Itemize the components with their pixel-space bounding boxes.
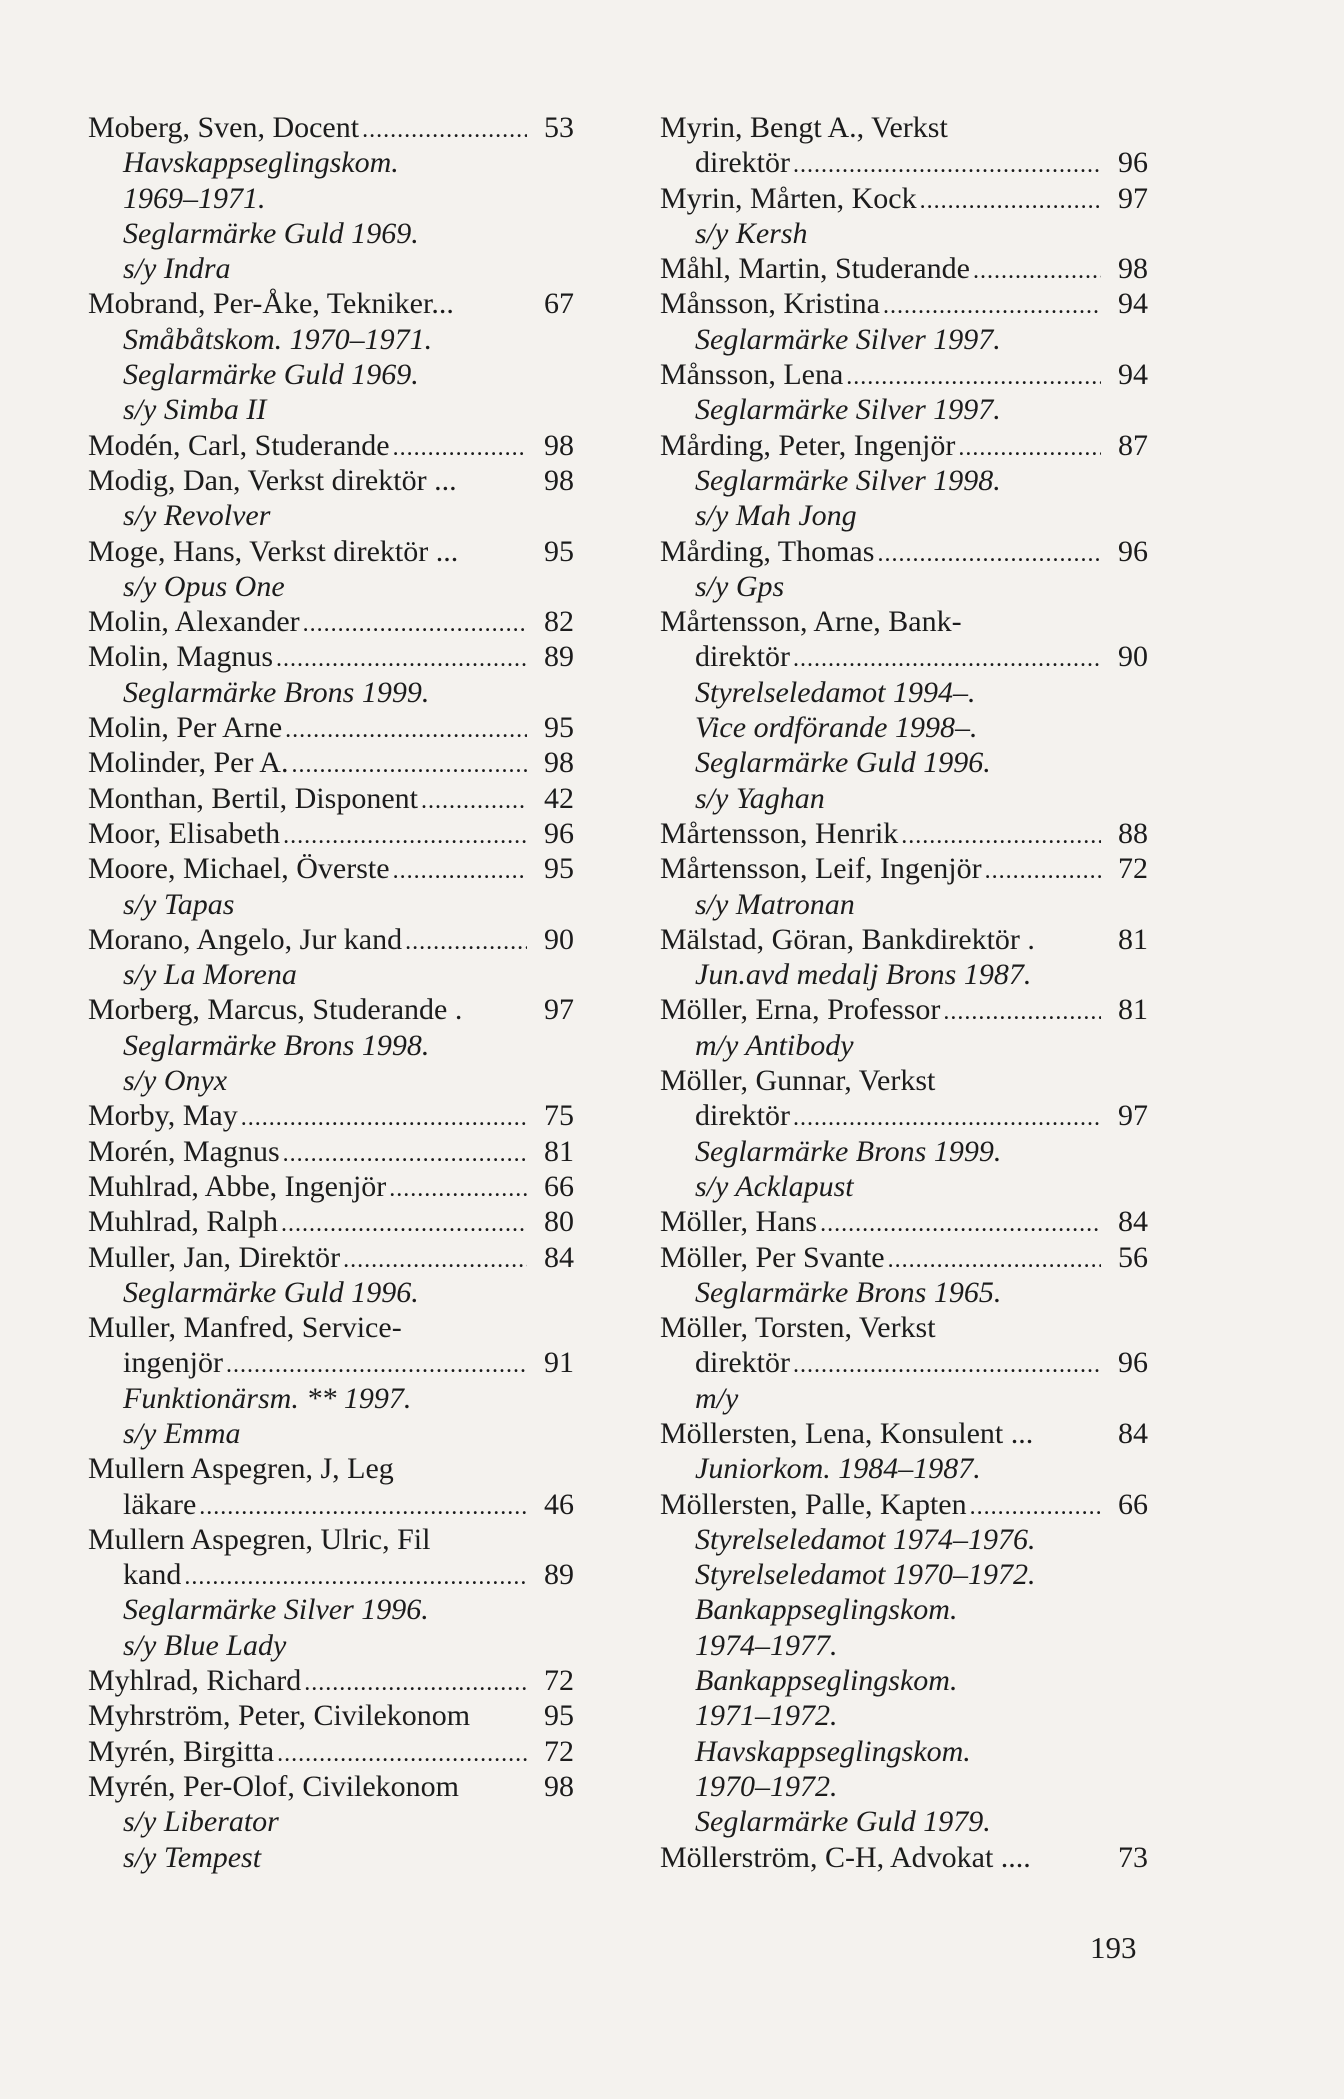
index-entry-line — [88, 851, 574, 886]
dot-leader — [362, 113, 527, 148]
entry-text: Seglarmärke Guld 1996. — [695, 746, 991, 780]
dot-leader — [970, 1490, 1101, 1525]
entry-text: Morberg, Marcus, Studerande . — [88, 993, 463, 1027]
index-entry-line — [660, 145, 1148, 180]
entry-text: direktör — [695, 640, 790, 674]
entry-text: Havskappseglingskom. — [123, 146, 399, 180]
dot-leader — [285, 713, 527, 748]
page-reference: 67 — [544, 287, 574, 321]
index-entry-line — [660, 1840, 1148, 1875]
index-detail-line — [88, 181, 574, 216]
dot-leader — [303, 607, 527, 642]
page-reference: 98 — [544, 463, 574, 497]
index-detail-line — [88, 498, 574, 533]
page-reference: 95 — [544, 852, 574, 886]
index-entry-line — [88, 1698, 574, 1733]
page-reference: 97 — [1118, 181, 1148, 215]
dot-leader — [877, 537, 1101, 572]
entry-text: Seglarmärke Silver 1996. — [123, 1593, 429, 1627]
entry-text: 1969–1971. — [123, 181, 266, 215]
index-entry-line — [88, 286, 574, 321]
index-detail-line — [88, 1804, 574, 1839]
index-entry-line — [88, 1734, 574, 1769]
entry-text: Möller, Gunnar, Verkst — [660, 1064, 936, 1098]
entry-text: s/y Simba II — [123, 393, 267, 427]
entry-text: s/y Blue Lady — [123, 1628, 287, 1662]
index-entry-line — [660, 1204, 1148, 1239]
entry-text: Styrelseledamot 1974–1976. — [695, 1522, 1036, 1556]
index-detail-line — [660, 675, 1148, 710]
index-detail-line — [660, 392, 1148, 427]
index-detail-line — [88, 1063, 574, 1098]
entry-text: Månsson, Kristina — [660, 287, 880, 321]
entry-text: Myrin, Mårten, Kock — [660, 181, 917, 215]
entry-text: Måhl, Martin, Studerande — [660, 252, 970, 286]
page-reference: 66 — [544, 1169, 574, 1203]
index-entry-line — [660, 428, 1148, 463]
index-detail-line — [88, 251, 574, 286]
index-detail-line — [660, 1134, 1148, 1169]
dot-leader — [226, 1348, 527, 1383]
dot-leader — [343, 1243, 527, 1278]
entry-text: s/y Tapas — [123, 887, 235, 921]
index-detail-line — [660, 1028, 1148, 1063]
index-entry-line — [660, 181, 1148, 216]
entry-text: s/y Revolver — [123, 499, 271, 533]
dot-leader — [283, 1137, 527, 1172]
dot-leader — [184, 1560, 527, 1595]
dot-leader — [888, 1243, 1101, 1278]
page-reference: 72 — [544, 1664, 574, 1698]
entry-text: Funktionärsm. ** 1997. — [123, 1381, 412, 1415]
index-entry-line — [88, 1310, 574, 1345]
dot-leader — [281, 1207, 527, 1242]
entry-text: Moore, Michael, Överste — [88, 852, 390, 886]
page-reference: 84 — [1118, 1205, 1148, 1239]
index-detail-line — [660, 1451, 1148, 1486]
index-entry-line — [660, 357, 1148, 392]
page-number: 193 — [1090, 1930, 1137, 1965]
index-detail-line — [88, 1416, 574, 1451]
entry-text: s/y La Morena — [123, 958, 297, 992]
index-entry-line — [88, 534, 574, 569]
page-reference: 46 — [544, 1487, 574, 1521]
entry-text: ingenjör — [123, 1346, 223, 1380]
index-entry-line — [88, 110, 574, 145]
entry-text: Molin, Magnus — [88, 640, 274, 674]
index-entry-line — [88, 1134, 574, 1169]
entry-text: Möller, Erna, Professor — [660, 993, 941, 1027]
index-detail-line — [660, 1592, 1148, 1627]
index-detail-line — [660, 1275, 1148, 1310]
index-entry-line — [660, 286, 1148, 321]
index-entry-line — [660, 1098, 1148, 1133]
index-entry-line — [660, 1416, 1148, 1451]
entry-text: Molin, Per Arne — [88, 711, 283, 745]
entry-text: Mobrand, Per-Åke, Tekniker... — [88, 287, 454, 321]
page-reference: 72 — [544, 1734, 574, 1768]
entry-text: Monthan, Bertil, Disponent — [88, 781, 418, 815]
dot-leader — [943, 995, 1101, 1030]
entry-text: Myrin, Bengt A., Verkst — [660, 111, 948, 144]
entry-text: m/y Antibody — [695, 1028, 854, 1062]
page-reference: 97 — [1118, 1099, 1148, 1133]
entry-text: Möller, Per Svante — [660, 1240, 885, 1274]
entry-text: Mälstad, Göran, Bankdirektör . — [660, 922, 1035, 956]
entry-text: s/y Emma — [123, 1416, 241, 1450]
page-reference: 95 — [544, 534, 574, 568]
page-reference: 96 — [1118, 534, 1148, 568]
index-entry-line — [660, 922, 1148, 957]
index-detail-line — [88, 357, 574, 392]
entry-text: m/y — [695, 1381, 739, 1415]
entry-text: Mårding, Peter, Ingenjör — [660, 428, 956, 462]
index-detail-line — [660, 1663, 1148, 1698]
entry-text: Myhrström, Peter, Civilekonom — [88, 1699, 471, 1733]
dot-leader — [283, 819, 527, 854]
page-reference: 98 — [1118, 252, 1148, 286]
dot-leader — [199, 1490, 527, 1525]
entry-text: Mårtensson, Leif, Ingenjör — [660, 852, 982, 886]
dot-leader — [883, 289, 1101, 324]
page-reference: 66 — [1118, 1487, 1148, 1521]
page-reference: 90 — [1118, 640, 1148, 674]
entry-text: s/y Acklapust — [695, 1169, 854, 1203]
entry-text: Möller, Torsten, Verkst — [660, 1311, 936, 1345]
entry-text: Morby, May — [88, 1099, 238, 1133]
index-entry-line — [660, 604, 1148, 639]
entry-text: Seglarmärke Brons 1999. — [695, 1134, 1002, 1168]
dot-leader — [304, 1666, 527, 1701]
index-detail-line — [88, 1275, 574, 1310]
page-reference: 98 — [544, 1769, 574, 1803]
page-reference: 81 — [544, 1134, 574, 1168]
page-reference: 53 — [544, 111, 574, 144]
page-reference: 42 — [544, 781, 574, 815]
entry-text: läkare — [123, 1487, 197, 1521]
page-reference: 95 — [544, 1699, 574, 1733]
dot-leader — [793, 1348, 1101, 1383]
page-reference: 90 — [544, 922, 574, 956]
dot-leader — [421, 784, 527, 819]
entry-text: Seglarmärke Brons 1998. — [123, 1028, 430, 1062]
page-reference: 96 — [544, 816, 574, 850]
dot-leader — [901, 819, 1101, 854]
index-entry-line — [88, 1522, 574, 1557]
dot-leader — [277, 1737, 527, 1772]
page-reference: 72 — [1118, 852, 1148, 886]
entry-text: Havskappseglingskom. — [695, 1734, 971, 1768]
page-reference: 73 — [1118, 1840, 1148, 1874]
entry-text: Seglarmärke Silver 1997. — [695, 393, 1001, 427]
index-detail-line — [88, 1840, 574, 1875]
entry-text: Moberg, Sven, Docent — [88, 111, 360, 144]
entry-text: Modig, Dan, Verkst direktör ... — [88, 463, 457, 497]
entry-text: Myrén, Birgitta — [88, 1734, 275, 1768]
entry-text: s/y Mah Jong — [695, 499, 857, 533]
dot-leader — [793, 642, 1101, 677]
index-detail-line — [660, 1557, 1148, 1592]
index-entry-line — [88, 1663, 574, 1698]
index-detail-line — [660, 569, 1148, 604]
index-detail-line — [660, 1769, 1148, 1804]
index-detail-line — [88, 675, 574, 710]
entry-text: Modén, Carl, Studerande — [88, 428, 390, 462]
index-detail-line — [660, 781, 1148, 816]
index-detail-line — [660, 1804, 1148, 1839]
index-entry-line — [88, 604, 574, 639]
entry-text: Mårding, Thomas — [660, 534, 875, 568]
index-entry-line — [660, 534, 1148, 569]
page-reference: 56 — [1118, 1240, 1148, 1274]
page-reference: 91 — [544, 1346, 574, 1380]
page-reference: 84 — [1118, 1416, 1148, 1450]
page-reference: 80 — [544, 1205, 574, 1239]
entry-text: Mullern Aspegren, Ulric, Fil — [88, 1522, 431, 1556]
page-reference: 95 — [544, 711, 574, 745]
index-entry-line — [660, 1063, 1148, 1098]
entry-text: Morén, Magnus — [88, 1134, 280, 1168]
index-entry-line — [660, 110, 1148, 145]
index-entry-line — [88, 816, 574, 851]
entry-text: Småbåtskom. 1970–1971. — [123, 322, 433, 356]
entry-text: s/y Onyx — [123, 1064, 228, 1098]
index-entry-line — [88, 1345, 574, 1380]
page-reference: 98 — [544, 428, 574, 462]
entry-text: Moor, Elisabeth — [88, 816, 281, 850]
entry-text: Moge, Hans, Verkst direktör ... — [88, 534, 459, 568]
index-detail-line — [660, 745, 1148, 780]
index-detail-line — [88, 1381, 574, 1416]
entry-text: Vice ordförande 1998–. — [695, 711, 978, 745]
index-entry-line — [88, 1487, 574, 1522]
page-reference: 87 — [1118, 428, 1148, 462]
entry-text: Seglarmärke Silver 1998. — [695, 463, 1001, 497]
index-detail-line — [660, 1628, 1148, 1663]
index-detail-line — [88, 392, 574, 427]
entry-text: Seglarmärke Guld 1979. — [695, 1805, 991, 1839]
index-entry-line — [88, 428, 574, 463]
index-entry-line — [660, 1487, 1148, 1522]
entry-text: s/y Yaghan — [695, 781, 825, 815]
entry-text: Styrelseledamot 1994–. — [695, 675, 976, 709]
index-detail-line — [660, 1522, 1148, 1557]
entry-text: Månsson, Lena — [660, 358, 844, 392]
index-detail-line — [660, 710, 1148, 745]
dot-leader — [276, 642, 527, 677]
entry-text: Möllerström, C-H, Advokat .... — [660, 1840, 1031, 1874]
index-entry-line — [660, 816, 1148, 851]
page-reference: 88 — [1118, 816, 1148, 850]
entry-text: s/y Opus One — [123, 569, 285, 603]
page-reference: 81 — [1118, 922, 1148, 956]
entry-text: Muhlrad, Ralph — [88, 1205, 278, 1239]
entry-text: s/y Liberator — [123, 1805, 279, 1839]
entry-text: Myrén, Per-Olof, Civilekonom — [88, 1769, 460, 1803]
dot-leader — [241, 1101, 527, 1136]
index-column-left — [88, 110, 574, 1875]
index-entry-line — [88, 1451, 574, 1486]
index-detail-line — [660, 887, 1148, 922]
index-detail-line — [660, 498, 1148, 533]
page-reference: 81 — [1118, 993, 1148, 1027]
dot-leader — [920, 184, 1101, 219]
index-detail-line — [88, 216, 574, 251]
page-reference: 98 — [544, 746, 574, 780]
index-entry-line — [88, 710, 574, 745]
index-entry-line — [660, 992, 1148, 1027]
index-entry-line — [88, 1204, 574, 1239]
entry-text: s/y Indra — [123, 252, 231, 286]
index-detail-line — [88, 569, 574, 604]
entry-text: Seglarmärke Silver 1997. — [695, 322, 1001, 356]
entry-text: Jun.avd medalj Brons 1987. — [695, 958, 1032, 992]
index-entry-line — [660, 1310, 1148, 1345]
index-detail-line — [88, 957, 574, 992]
entry-text: Mullern Aspegren, J, Leg — [88, 1452, 394, 1486]
entry-text: s/y Matronan — [695, 887, 855, 921]
dot-leader — [846, 360, 1101, 395]
entry-text: direktör — [695, 1346, 790, 1380]
entry-text: Möller, Hans — [660, 1205, 818, 1239]
entry-text: 1974–1977. — [695, 1628, 838, 1662]
index-entry-line — [660, 251, 1148, 286]
index-entry-line — [88, 1169, 574, 1204]
dot-leader — [393, 431, 527, 466]
entry-text: direktör — [695, 1099, 790, 1133]
index-detail-line — [660, 957, 1148, 992]
entry-text: Seglarmärke Guld 1969. — [123, 358, 419, 392]
index-entry-line — [88, 1098, 574, 1133]
page-reference: 96 — [1118, 146, 1148, 180]
entry-text: Muller, Manfred, Service- — [88, 1311, 402, 1345]
entry-text: Bankappseglingskom. — [695, 1593, 958, 1627]
dot-leader — [820, 1207, 1101, 1242]
index-entry-line — [660, 851, 1148, 886]
index-detail-line — [88, 887, 574, 922]
page-reference: 94 — [1118, 287, 1148, 321]
dot-leader — [393, 854, 527, 889]
entry-text: s/y Gps — [695, 569, 785, 603]
index-entry-line — [660, 1345, 1148, 1380]
index-entry-line — [88, 639, 574, 674]
entry-text: Muller, Jan, Direktör — [88, 1240, 341, 1274]
index-entry-line — [88, 745, 574, 780]
index-detail-line — [660, 463, 1148, 498]
entry-text: Styrelseledamot 1970–1972. — [695, 1558, 1036, 1592]
page-reference: 94 — [1118, 358, 1148, 392]
dot-leader — [958, 431, 1101, 466]
entry-text: 1970–1972. — [695, 1769, 838, 1803]
index-entry-line — [88, 463, 574, 498]
dot-leader — [291, 748, 527, 783]
index-column-right — [660, 110, 1148, 1875]
entry-text: direktör — [695, 146, 790, 180]
page-reference: 75 — [544, 1099, 574, 1133]
index-entry-line — [88, 1557, 574, 1592]
index-detail-line — [660, 1381, 1148, 1416]
dot-leader — [793, 1101, 1101, 1136]
index-entry-line — [88, 781, 574, 816]
index-entry-line — [660, 639, 1148, 674]
page-reference: 89 — [544, 1558, 574, 1592]
index-detail-line — [660, 322, 1148, 357]
dot-leader — [389, 1172, 527, 1207]
index-detail-line — [88, 322, 574, 357]
entry-text: Mårtensson, Arne, Bank- — [660, 605, 962, 639]
entry-text: Bankappseglingskom. — [695, 1664, 958, 1698]
entry-text: Juniorkom. 1984–1987. — [695, 1452, 981, 1486]
index-detail-line — [88, 1628, 574, 1663]
entry-text: Möllersten, Palle, Kapten — [660, 1487, 967, 1521]
entry-text: s/y Kersh — [695, 216, 808, 250]
page-reference: 89 — [544, 640, 574, 674]
entry-text: Morano, Angelo, Jur kand — [88, 922, 403, 956]
dot-leader — [973, 254, 1101, 289]
page-reference: 97 — [544, 993, 574, 1027]
entry-text: Möllersten, Lena, Konsulent ... — [660, 1416, 1034, 1450]
entry-text: Seglarmärke Guld 1969. — [123, 216, 419, 250]
entry-text: Mårtensson, Henrik — [660, 816, 899, 850]
dot-leader — [405, 925, 527, 960]
index-detail-line — [88, 1592, 574, 1627]
index-entry-line — [88, 992, 574, 1027]
entry-text: Seglarmärke Brons 1965. — [695, 1275, 1002, 1309]
entry-text: kand — [123, 1558, 182, 1592]
dot-leader — [985, 854, 1101, 889]
entry-text: 1971–1972. — [695, 1699, 838, 1733]
entry-text: s/y Tempest — [123, 1840, 262, 1874]
index-entry-line — [660, 1240, 1148, 1275]
index-detail-line — [88, 145, 574, 180]
index-detail-line — [660, 1698, 1148, 1733]
entry-text: Myhlrad, Richard — [88, 1664, 302, 1698]
page-reference: 82 — [544, 605, 574, 639]
entry-text: Molin, Alexander — [88, 605, 300, 639]
index-detail-line — [88, 1028, 574, 1063]
entry-text: Muhlrad, Abbe, Ingenjör — [88, 1169, 387, 1203]
entry-text: Molinder, Per A. — [88, 746, 289, 780]
index-detail-line — [660, 1734, 1148, 1769]
index-entry-line — [88, 1240, 574, 1275]
entry-text: Seglarmärke Brons 1999. — [123, 675, 430, 709]
index-entry-line — [88, 1769, 574, 1804]
index-detail-line — [660, 1169, 1148, 1204]
page-reference: 84 — [544, 1240, 574, 1274]
page-reference: 96 — [1118, 1346, 1148, 1380]
entry-text: Seglarmärke Guld 1996. — [123, 1275, 419, 1309]
dot-leader — [793, 148, 1101, 183]
index-detail-line — [660, 216, 1148, 251]
index-entry-line — [88, 922, 574, 957]
